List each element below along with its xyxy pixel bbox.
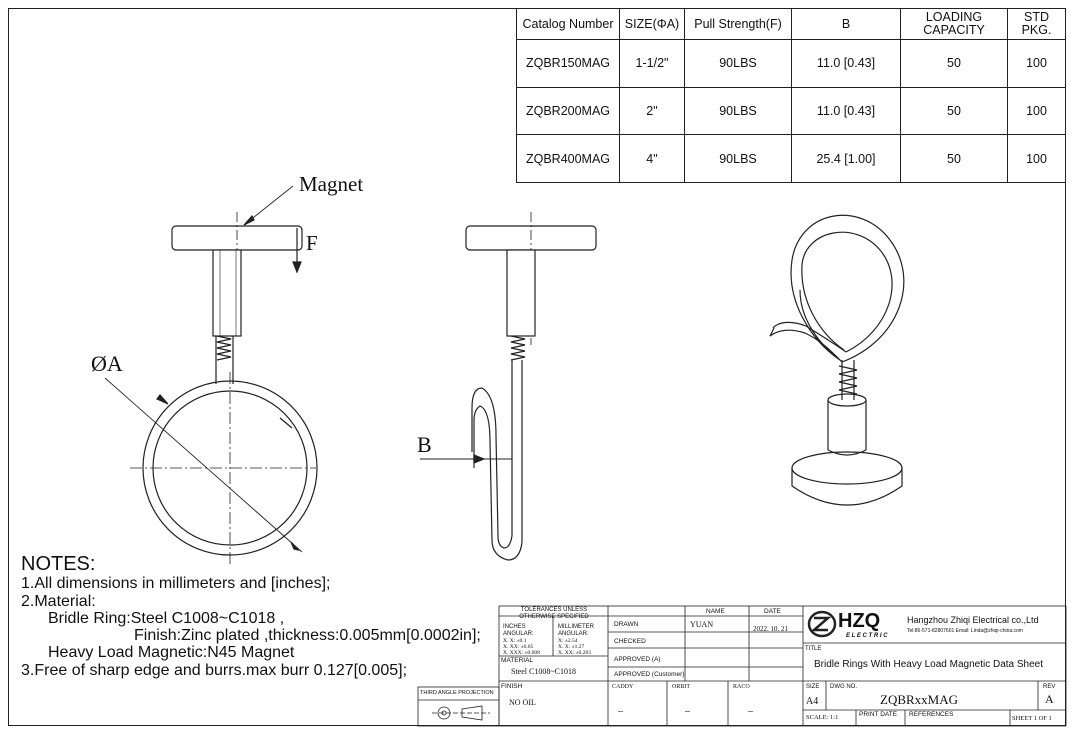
cell: 2" <box>620 87 685 135</box>
cell: 100 <box>1008 40 1066 88</box>
cell: 11.0 [0.43] <box>792 87 901 135</box>
drawing-title: Bridle Rings With Heavy Load Magnetic Data Sheet <box>814 659 1044 670</box>
mm-tolerance: X: ±2.54 <box>558 638 578 644</box>
note-line: Finish:Zinc plated ,thickness:0.005mm[0.0002in]; <box>134 627 481 645</box>
front-view <box>105 186 317 566</box>
orbit-label: ORBIT <box>672 684 690 690</box>
cell: 50 <box>901 87 1008 135</box>
cell: 50 <box>901 40 1008 88</box>
dwg-no-label: DWG NO. <box>830 684 857 690</box>
magnet-label: Magnet <box>299 172 364 196</box>
tolerances-header: TOLERANCES UNLESS OTHERWISE SPECIFIED <box>519 607 589 620</box>
drawn-label: DRAWN <box>614 621 639 628</box>
logo-text: HZQ <box>838 610 881 632</box>
col-std-pkg: STD PKG. <box>1008 9 1066 40</box>
dwg-no-value: ZQBRxxMAG <box>880 692 959 707</box>
date-header: DATE <box>764 608 781 615</box>
cell: 90LBS <box>685 135 792 183</box>
cell: 1-1/2" <box>620 40 685 88</box>
references-label: REFERENCES <box>909 711 954 718</box>
checked-label: CHECKED <box>614 638 646 645</box>
finish-label: FINISH <box>501 683 523 690</box>
cell: 90LBS <box>685 87 792 135</box>
size-label: SIZE <box>806 684 820 690</box>
approved-a-label: APPROVED (A) <box>614 656 661 663</box>
size-value: A4 <box>806 696 819 707</box>
inch-tolerance: X. XXX: ±0.008 <box>503 650 540 656</box>
drawn-name: YUAN <box>690 620 714 629</box>
inch-tolerance: X. X: ±0.1 <box>503 638 527 644</box>
raco-label: RACO <box>733 684 750 690</box>
mm-tolerance: X. X: ±1.27 <box>558 644 585 650</box>
notes-section <box>21 553 481 679</box>
cell: 100 <box>1008 87 1066 135</box>
title-label: TITLE <box>805 646 822 652</box>
rev-value: A <box>1045 692 1054 706</box>
cell: ZQBR400MAG <box>517 135 620 183</box>
orbit-value: – <box>685 706 690 717</box>
sheet-label: SHEET 1 OF 1 <box>1012 715 1052 722</box>
notes-title: NOTES: <box>21 553 96 575</box>
material-label: MATERIAL <box>501 657 534 664</box>
b-dimension-label: B <box>417 432 432 457</box>
inch-tolerance: X. XX: ±0.05 <box>503 644 534 650</box>
cell: 25.4 [1.00] <box>792 135 901 183</box>
note-line: Heavy Load Magnetic:N45 Magnet <box>48 644 295 662</box>
note-line: 1.All dimensions in millimeters and [inches]; <box>21 575 331 593</box>
hzq-logo-icon <box>809 612 835 636</box>
note-line: 3.Free of sharp edge and burrs.max burr 0.127[0.005]; <box>21 661 408 679</box>
raco-value: – <box>748 706 753 717</box>
force-label: F <box>306 231 318 255</box>
company-contact: Tel:86-571-82807601 Email: Linda@zhiqi-china.com <box>907 628 1023 634</box>
note-line: Bridle Ring:Steel C1008~C1018 , <box>48 609 285 627</box>
company-name: Hangzhou Zhiqi Electrical co.,Ltd <box>907 615 1039 625</box>
col-catalog-number: Catalog Number <box>517 9 620 40</box>
cell: 90LBS <box>685 40 792 88</box>
print-date-label: PRINT DATE <box>859 711 898 718</box>
millimeter-label: MILLIMETER ANGULAR: <box>558 624 595 637</box>
col-loading-capacity: LOADING CAPACITY <box>901 9 1008 40</box>
side-view <box>420 212 596 560</box>
inches-label: INCHES ANGULAR: <box>503 624 534 637</box>
cell: 11.0 [0.43] <box>792 40 901 88</box>
diameter-label: ØA <box>91 351 123 376</box>
col-pull-strength: Pull Strength(F) <box>685 9 792 40</box>
finish-value: NO OIL <box>509 698 536 707</box>
col-size: SIZE(ΦA) <box>620 9 685 40</box>
material-value: Steel C1008~C1018 <box>511 667 576 676</box>
drawn-date: 2022. 10. 21 <box>753 625 788 633</box>
note-line: 2.Material: <box>21 592 96 610</box>
col-b: B <box>792 9 901 40</box>
approved-customer-label: APPROVED (Customer) <box>614 671 685 678</box>
cell: 50 <box>901 135 1008 183</box>
logo-subtext: E L E C T R I C <box>846 633 888 639</box>
rev-label: REV <box>1043 684 1056 690</box>
name-header: NAME <box>706 608 725 615</box>
cell: ZQBR150MAG <box>517 40 620 88</box>
caddy-value: – <box>618 706 623 717</box>
cell: 4" <box>620 135 685 183</box>
cell: ZQBR200MAG <box>517 87 620 135</box>
scale-label: SCALE: 1:1 <box>806 714 839 721</box>
cell: 100 <box>1008 135 1066 183</box>
isometric-view <box>770 215 904 505</box>
projection-label: THIRD ANGLE PROJECTION <box>420 690 494 696</box>
mm-tolerance: X. XX: ±0.203 <box>558 650 591 656</box>
caddy-label: CADDY <box>612 684 634 690</box>
